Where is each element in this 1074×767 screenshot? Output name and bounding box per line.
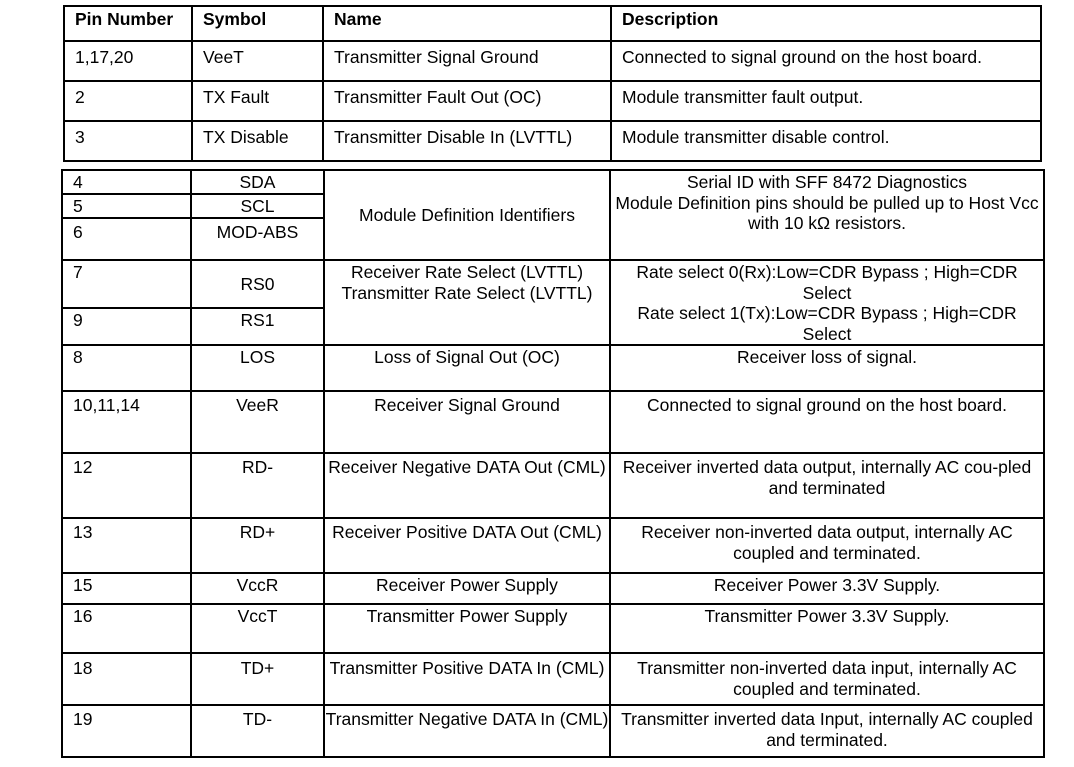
symbol-cell: TX Disable bbox=[192, 121, 323, 161]
description-line: Rate select 1(Tx):Low=CDR Bypass ; High=CDR Select bbox=[637, 303, 1017, 344]
table-row bbox=[62, 345, 1044, 391]
pin-cell: 19 bbox=[62, 705, 191, 757]
pin-table-top bbox=[63, 5, 1042, 162]
symbol-cell: LOS bbox=[191, 345, 324, 391]
table-row bbox=[62, 705, 1044, 757]
symbol-cell: VccT bbox=[191, 604, 324, 653]
pin-cell: 5 bbox=[62, 194, 191, 218]
pin-cell: 16 bbox=[62, 604, 191, 653]
pin-cell: 2 bbox=[64, 81, 192, 121]
table-row bbox=[62, 573, 1044, 604]
header-description: Description bbox=[611, 6, 1041, 41]
pin-cell: 8 bbox=[62, 345, 191, 391]
table-row bbox=[62, 453, 1044, 518]
description-cell: Transmitter non-inverted data input, internally AC coupled and terminated. bbox=[610, 653, 1044, 705]
header-name: Name bbox=[323, 6, 611, 41]
description-cell: Connected to signal ground on the host board. bbox=[610, 391, 1044, 453]
table-row bbox=[62, 653, 1044, 705]
pin-table-bottom bbox=[61, 169, 1045, 758]
pin-cell: 13 bbox=[62, 518, 191, 573]
name-cell: Receiver Signal Ground bbox=[324, 391, 610, 453]
description-cell: Module transmitter disable control. bbox=[611, 121, 1041, 161]
description-cell: Receiver loss of signal. bbox=[610, 345, 1044, 391]
description-line: Module Definition pins should be pulled up to Host Vcc with 10 kΩ resistors. bbox=[615, 192, 1039, 233]
description-cell: Receiver non-inverted data output, internally AC coupled and terminated. bbox=[610, 518, 1044, 573]
name-cell: Transmitter Negative DATA In (CML) bbox=[324, 705, 610, 757]
symbol-cell: SDA bbox=[191, 170, 324, 194]
symbol-cell: RD+ bbox=[191, 518, 324, 573]
name-cell: Transmitter Power Supply bbox=[324, 604, 610, 653]
table-row bbox=[64, 81, 1041, 121]
symbol-cell: RS0 bbox=[191, 260, 324, 308]
description-cell: Transmitter inverted data Input, internally AC coupled and terminated. bbox=[610, 705, 1044, 757]
symbol-cell: VeeR bbox=[191, 391, 324, 453]
pin-cell: 1,17,20 bbox=[64, 41, 192, 81]
table-row bbox=[62, 260, 1044, 308]
name-cell: Transmitter Disable In (LVTTL) bbox=[323, 121, 611, 161]
header-symbol: Symbol bbox=[192, 6, 323, 41]
description-cell-rate-select bbox=[610, 260, 1044, 345]
description-cell: Module transmitter fault output. bbox=[611, 81, 1041, 121]
description-line: Serial ID with SFF 8472 Diagnostics bbox=[686, 172, 968, 192]
symbol-cell: VccR bbox=[191, 573, 324, 604]
table-row bbox=[62, 391, 1044, 453]
name-cell: Receiver Power Supply bbox=[324, 573, 610, 604]
symbol-cell: RS1 bbox=[191, 308, 324, 345]
table-row bbox=[62, 604, 1044, 653]
symbol-cell: SCL bbox=[191, 194, 324, 218]
symbol-cell: VeeT bbox=[192, 41, 323, 81]
description-cell: Receiver Power 3.3V Supply. bbox=[610, 573, 1044, 604]
symbol-cell: MOD-ABS bbox=[191, 218, 324, 260]
name-cell: Transmitter Positive DATA In (CML) bbox=[324, 653, 610, 705]
name-line: Transmitter Rate Select (LVTTL) bbox=[341, 282, 593, 303]
name-cell-rate-select bbox=[324, 260, 610, 345]
pin-cell: 10,11,14 bbox=[62, 391, 191, 453]
pin-cell: 15 bbox=[62, 573, 191, 604]
table-row bbox=[62, 518, 1044, 573]
pin-cell: 6 bbox=[62, 218, 191, 260]
pin-cell: 7 bbox=[62, 260, 191, 308]
name-cell: Transmitter Fault Out (OC) bbox=[323, 81, 611, 121]
description-cell-module-definition bbox=[610, 170, 1044, 260]
table-row bbox=[62, 170, 1044, 194]
name-cell: Transmitter Signal Ground bbox=[323, 41, 611, 81]
name-cell: Receiver Negative DATA Out (CML) bbox=[324, 453, 610, 518]
symbol-cell: TD+ bbox=[191, 653, 324, 705]
name-cell: Receiver Positive DATA Out (CML) bbox=[324, 518, 610, 573]
pin-cell: 3 bbox=[64, 121, 192, 161]
pin-cell: 9 bbox=[62, 308, 191, 345]
header-row bbox=[64, 6, 1041, 41]
header-pin-number: Pin Number bbox=[64, 6, 192, 41]
table-row bbox=[64, 41, 1041, 81]
symbol-cell: RD- bbox=[191, 453, 324, 518]
symbol-cell: TX Fault bbox=[192, 81, 323, 121]
description-cell: Connected to signal ground on the host board. bbox=[611, 41, 1041, 81]
description-line: Rate select 0(Rx):Low=CDR Bypass ; High=CDR Select bbox=[636, 262, 1018, 303]
description-cell: Receiver inverted data output, internally AC cou-pled and terminated bbox=[610, 453, 1044, 518]
pin-cell: 4 bbox=[62, 170, 191, 194]
description-cell: Transmitter Power 3.3V Supply. bbox=[610, 604, 1044, 653]
name-line: Receiver Rate Select (LVTTL) bbox=[350, 262, 584, 282]
symbol-cell: TD- bbox=[191, 705, 324, 757]
pin-cell: 18 bbox=[62, 653, 191, 705]
table-row bbox=[64, 121, 1041, 161]
name-cell-module-definition: Module Definition Identifiers bbox=[324, 170, 610, 260]
name-cell: Loss of Signal Out (OC) bbox=[324, 345, 610, 391]
pin-cell: 12 bbox=[62, 453, 191, 518]
